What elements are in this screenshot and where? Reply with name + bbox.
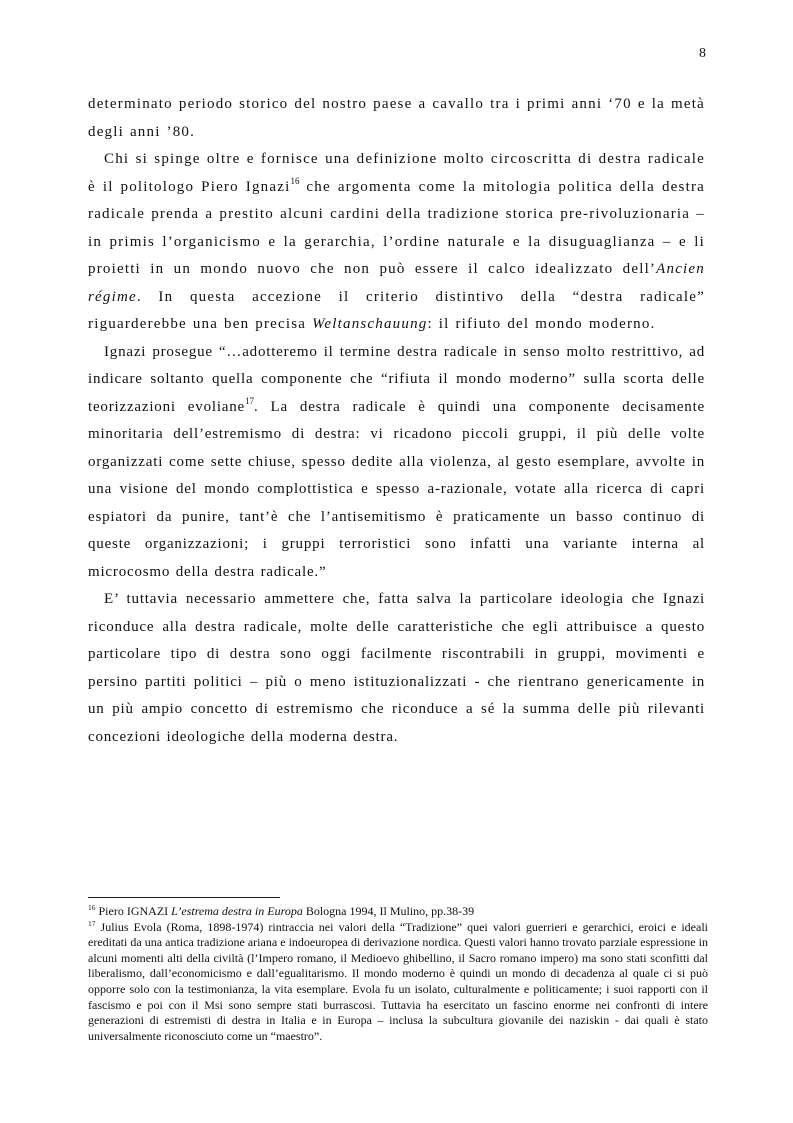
paragraph-2-text-b: che argomenta come la mitologia politica della destra radicale prenda a prestito alcuni cardini della tradizione storica pre-rivoluzionaria – in primis l’organicismo e la gerarchia, l’ordine naturale e la disuguaglianza – e li proietti in un mondo nuovo che non può essere il calco idealizzato dell’ [88,178,705,277]
footnote-16 [88,904,708,920]
paragraph-1: determinato periodo storico del nostro paese a cavallo tra i primi anni ‘70 e la metà degli anni ’80. [88,96,705,140]
footnote-16-title: L’estrema destra in Europa [171,904,303,918]
page-number: 8 [699,46,706,61]
footnote-ref-16[interactable]: 16 [290,175,300,186]
footnote-16-mark: 16 [88,903,96,912]
footnotes [88,904,708,1044]
paragraph-2-text-c: . In questa accezione il criterio distintivo della “destra radicale” riguarderebbe una ben precisa [88,288,705,332]
footnote-divider [88,897,280,898]
footnote-17-mark: 17 [88,918,96,928]
paragraph-2-text-a: Chi si spinge oltre e fornisce una definizione molto circoscritta di destra radicale è il politologo Piero Ignazi [88,151,705,195]
term-weltanschauung: Weltanschauung [312,316,428,332]
paragraph-2-text-d: : il rifiuto del mondo moderno. [427,316,656,332]
footnote-16-rest: Bologna 1994, Il Mulino, pp.38-39 [302,904,475,918]
paragraph-3-text-b: . La destra radicale è quindi una componente decisamente minoritaria dell’estremismo di destra: vi ricadono piccoli gruppi, il più delle volte organizzati come sette chiuse, spesso dedite alla violenza, al gesto esemplare, avvolte in una visione del mondo complottistica e spesso a-razionale, votate alla ricerca di capri espiatori da punire, tant’è che l’antisemitismo è praticamente un basso continuo di queste organizzazioni; i gruppi terroristici sono infatti una variante interna al microcosmo della destra radicale.” [88,398,706,580]
footnote-16-author: Piero IGNAZI [98,904,172,918]
body-text [88,91,705,751]
term-ancien-regime: Ancien régime [88,261,705,305]
paragraph-2 [88,146,705,339]
footnote-17 [88,920,708,1045]
paragraph-4: E’ tuttavia necessario ammettere che, fatta salva la particolare ideologia che Ignazi riconduce alla destra radicale, molte delle caratteristiche che egli attribuisce a questo particolare tipo di destra sono oggi facilmente riscontrabili in gruppi, movimenti e persino partiti politici – più o meno istituzionalizzati - che rientrano genericamente in un più ampio concetto di estremismo che riconduce a sé la summa delle più rilevanti concezioni ideologiche della moderna destra. [88,591,705,745]
footnote-17-text: Julius Evola (Roma, 1898-1974) rintraccia nei valori della “Tradizione” quei valori guerrieri e gerarchici, eroici e ideali ereditati da una antica tradizione ariana e indoeuropea di derivazione nordica. Questi valori hanno trovato parziale espressione in alcuni momenti alti della civiltà (l’Impero romano, il Medioevo ghibellino, il Sacro romano impero) ma sono stati sconfitti dal liberalismo, dall’economicismo e dall’egualitarismo. Il mondo moderno è quindi un mondo di decadenza al quale ci si può opporre solo con la testimonianza, la vita esemplare. Evola fu un isolato, culturalmente e politicamente; i suoi rapporti con il fascismo e poi con il Msi sono sempre stati burrascosi. Tuttavia ha esercitato un fascino enorme nei confronti di intere generazioni di estremisti di destra in Italia e in Europa – inclusa la subcultura giovanile dei naziskin - dai quali è stato universalmente riconosciuto come un “maestro”. [88,919,708,1043]
paragraph-3-text-a: Ignazi prosegue “…adotteremo il termine destra radicale in senso molto restrittivo, ad indicare soltanto quella componente che “rifiuta il mondo moderno” sulla scorta delle teorizzazioni evoliane [88,343,705,415]
footnote-ref-17[interactable]: 17 [245,395,255,406]
paragraph-3 [88,339,705,587]
